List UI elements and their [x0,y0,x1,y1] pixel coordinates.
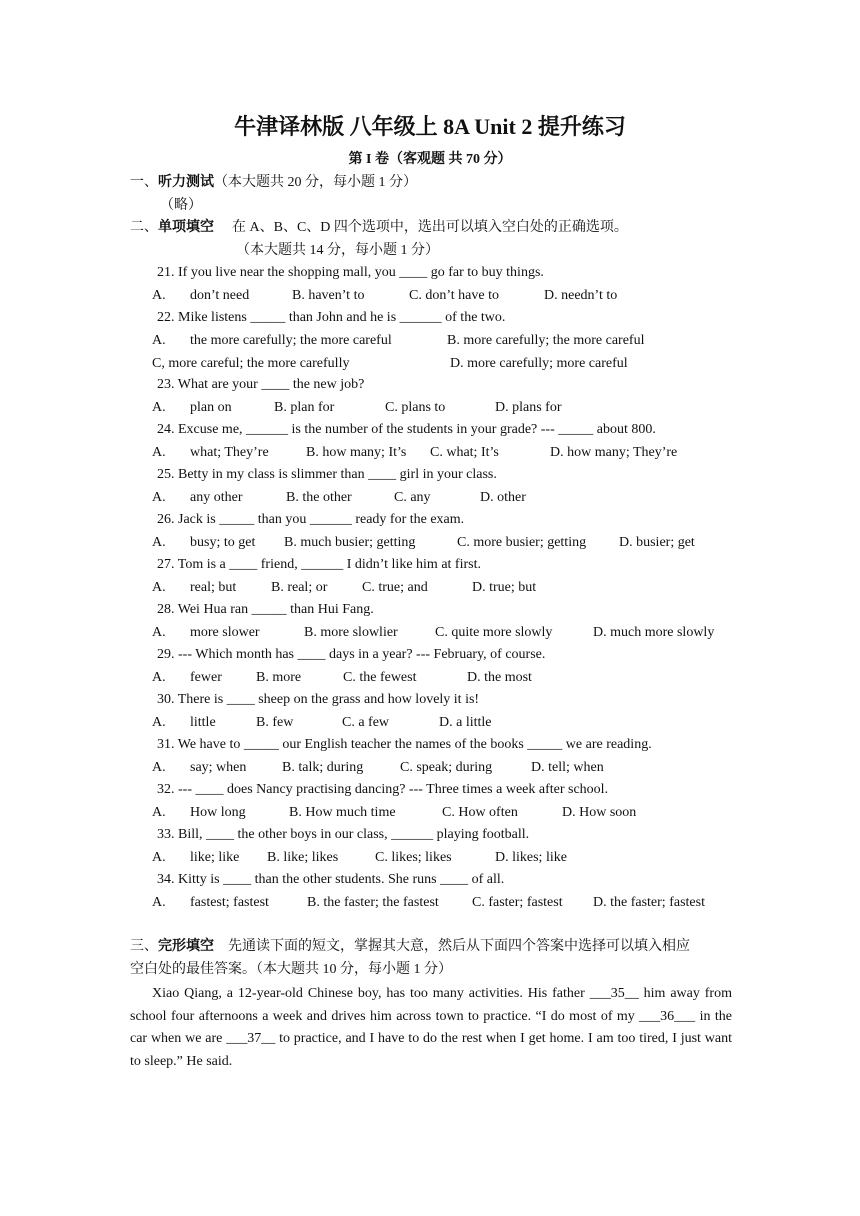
answer-option: D. a little [439,715,492,730]
answer-option: C. true; and [362,580,428,595]
answer-option: B. the faster; the fastest [307,895,439,910]
section-listening-omitted: （略） [160,198,202,213]
page-subtitle: 第 I 卷（客观题 共 70 分） [348,152,512,167]
answer-option: C. don’t have to [409,288,499,303]
section-single-choice-note: （本大题共 14 分，每小题 1 分） [236,243,439,258]
answer-option: little [190,715,216,730]
answer-option: like; like [190,850,240,865]
option-letter: A. [152,333,166,348]
question-stem: 26. Jack is _____ than you ______ ready for the exam. [157,512,465,527]
section-single-choice-heading [130,218,628,238]
option-letter: A. [152,625,166,640]
option-letter: A. [152,580,166,595]
answer-option: B. real; or [271,580,328,595]
answer-option: D. the most [467,670,532,685]
question-stem: 32. --- ____ does Nancy practising dancing? --- Three times a week after school. [157,782,609,797]
answer-option: C. speak; during [400,760,493,775]
section-cloze-note: 空白处的最佳答案。（本大题共 10 分，每小题 1 分） [130,962,452,977]
question-stem: 29. --- Which month has ____ days in a year? --- February, of course. [157,647,546,662]
page-title: 牛津译林版 八年级上 8A Unit 2 提升练习 [234,114,626,139]
answer-option: D. How soon [562,805,637,820]
answer-option: the more carefully; the more careful [190,333,392,348]
option-letter: A. [152,715,166,730]
answer-option: B. plan for [274,400,335,415]
answer-option: D. the faster; fastest [593,895,705,910]
option-letter: A. [152,760,166,775]
section-listening-heading [130,173,417,193]
answer-option: B. how many; It’s [306,445,407,460]
answer-option: D. how many; They’re [550,445,678,460]
question-stem: 33. Bill, ____ the other boys in our class, ______ playing football. [157,827,530,842]
answer-option: D. plans for [495,400,562,415]
question-stem: 24. Excuse me, ______ is the number of the students in your grade? --- _____ about 800. [157,422,656,437]
answer-option: don’t need [190,288,250,303]
answer-option: real; but [190,580,237,595]
answer-option: what; They’re [190,445,269,460]
question-stem: 21. If you live near the shopping mall, you ____ go far to buy things. [157,265,544,280]
answer-option: more slower [190,625,260,640]
section-number: 三、 [130,939,158,954]
answer-option: B. talk; during [282,760,364,775]
answer-option: C. a few [342,715,390,730]
option-letter: A. [152,400,166,415]
answer-option: B. How much time [289,805,396,820]
answer-option: plan on [190,400,232,415]
answer-option: C. plans to [385,400,446,415]
answer-option: How long [190,805,246,820]
option-letter: A. [152,805,166,820]
answer-option: C. more busier; getting [457,535,587,550]
answer-option: C. How often [442,805,518,820]
answer-option: C. likes; likes [375,850,452,865]
question-stem: 25. Betty in my class is slimmer than ____ girl in your class. [157,467,497,482]
answer-option: D. likes; like [495,850,567,865]
question-stem: 27. Tom is a ____ friend, ______ I didn’t like him at first. [157,557,481,572]
answer-option: B. the other [286,490,352,505]
option-letter: A. [152,288,166,303]
question-stem: 31. We have to _____ our English teacher the names of the books _____ we are reading. [157,737,652,752]
question-stem: 34. Kitty is ____ than the other students. She runs ____ of all. [157,872,505,887]
answer-option: fastest; fastest [190,895,269,910]
option-letter: A. [152,490,166,505]
section-description: 先通读下面的短文，掌握其大意，然后从下面四个答案中选择可以填入相应 [228,939,690,954]
option-letter: A. [152,535,166,550]
option-letter: A. [152,445,166,460]
answer-option: B. more carefully; the more careful [447,333,645,348]
section-note: （本大题共 20 分，每小题 1 分） [214,175,417,190]
option-letter: A. [152,895,166,910]
answer-option: C. quite more slowly [435,625,553,640]
answer-option: B. haven’t to [292,288,365,303]
answer-option: C. any [394,490,431,505]
section-number: 一、 [130,175,158,190]
answer-option: C. the fewest [343,670,417,685]
answer-option: C. what; It’s [430,445,499,460]
answer-option: D. needn’t to [544,288,618,303]
cloze-passage [130,983,732,1073]
answer-option: busy; to get [190,535,256,550]
section-description: 在 A、B、C、D 四个选项中，选出可以填入空白处的正确选项。 [232,220,628,235]
answer-option: B. more [256,670,302,685]
answer-option: D. true; but [472,580,537,595]
passage-paragraph: Xiao Qiang, a 12-year-old Chinese boy, has too many activities. His father ___35__ him away from school four afternoons a week and drives him across town to practice. “I do most of my ___36___ in the car when we are ___37__ to practice, and I have to do the rest when I get home. I am too tired, I just want to sleep.” He said. [130,986,732,1069]
answer-option: D. other [480,490,526,505]
answer-option: C, more careful; the more carefully [152,356,350,371]
answer-option: D. tell; when [531,760,604,775]
answer-option: D. much more slowly [593,625,715,640]
question-stem: 30. There is ____ sheep on the grass and how lovely it is! [157,692,480,707]
section-cloze-heading [130,937,690,957]
answer-option: B. more slowlier [304,625,398,640]
answer-option: any other [190,490,243,505]
question-stem: 23. What are your ____ the new job? [157,377,365,392]
section-name: 听力测试 [158,175,214,190]
answer-option: say; when [190,760,247,775]
option-letter: A. [152,850,166,865]
question-stem: 22. Mike listens _____ than John and he is ______ of the two. [157,310,506,325]
option-letter: A. [152,670,166,685]
answer-option: B. few [256,715,294,730]
section-name: 单项填空 [158,220,214,235]
answer-option: fewer [190,670,222,685]
section-name: 完形填空 [158,939,214,954]
section-number: 二、 [130,220,158,235]
answer-option: D. more carefully; more careful [450,356,628,371]
question-stem: 28. Wei Hua ran _____ than Hui Fang. [157,602,374,617]
answer-option: C. faster; fastest [472,895,563,910]
answer-option: B. much busier; getting [284,535,416,550]
answer-option: D. busier; get [619,535,695,550]
answer-option: B. like; likes [267,850,339,865]
